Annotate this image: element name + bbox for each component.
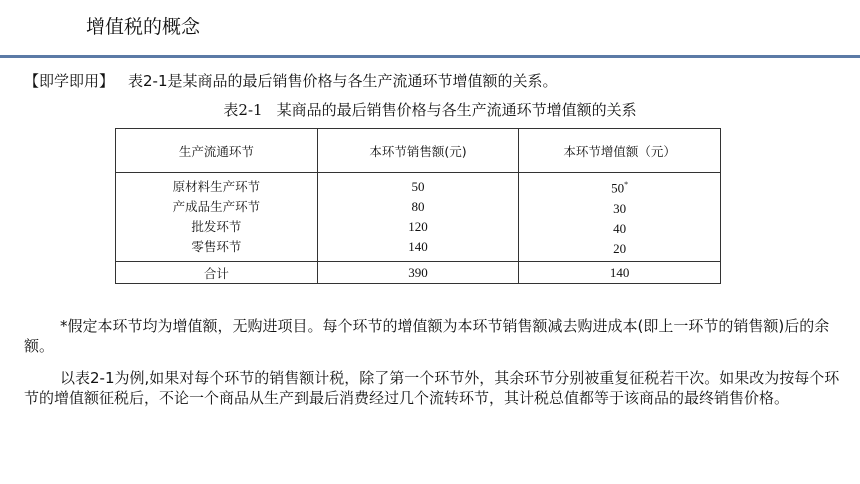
footnote-mark: * <box>624 180 629 190</box>
table-number: 表2-1 <box>223 101 263 119</box>
header-added: 本环节增值额（元） <box>519 129 721 173</box>
total-added: 140 <box>519 262 721 284</box>
stage-cell: 产成品生产环节 <box>172 199 261 214</box>
sales-cell: 80 <box>411 199 425 214</box>
footnote-paragraph: *假定本环节均为增值额，无购进项目。每个环节的增值额为本环节销售额减去购进成本(即上一环节的销售额)后的余额。 <box>24 317 830 355</box>
added-cell: 20 <box>613 240 627 256</box>
sales-cell: 120 <box>408 219 428 234</box>
total-sales: 390 <box>317 262 519 284</box>
added-cell: 40 <box>613 220 627 236</box>
explanation-paragraph: 以表2-1为例,如果对每个环节的销售额计税，除了第一个环节外，其余环节分别被重复征税若干次。如果改为按每个环节的增值额征税后，不论一个商品从生产到最后消费经过几个流转环节，其计税总值都等于该商品的最终销售价格。 <box>24 369 840 407</box>
sales-cell: 50 <box>411 179 425 194</box>
stage-cell: 零售环节 <box>191 239 242 254</box>
total-label: 合计 <box>116 262 318 284</box>
page-title: 增值税的概念 <box>86 16 201 38</box>
header-sales: 本环节销售额(元) <box>317 129 519 173</box>
added-column <box>519 173 721 262</box>
table-header-row <box>116 129 721 173</box>
added-cell: 50 <box>611 180 625 196</box>
table-total-row <box>116 262 721 284</box>
header-stage: 生产流通环节 <box>116 129 318 173</box>
intro-text: 表2-1是某商品的最后销售价格与各生产流通环节增值额的关系。 <box>128 72 558 90</box>
title-divider <box>0 55 860 58</box>
sales-cell: 140 <box>408 239 428 254</box>
stage-column <box>116 173 318 262</box>
table-caption <box>0 99 860 121</box>
intro-line <box>24 70 558 92</box>
added-cell: 30 <box>613 200 627 216</box>
intro-tag: 【即学即用】 <box>24 72 115 90</box>
sales-column <box>317 173 519 262</box>
stage-cell: 批发环节 <box>191 219 242 234</box>
value-added-table <box>115 128 721 284</box>
table-body-row <box>116 173 721 262</box>
table-title: 某商品的最后销售价格与各生产流通环节增值额的关系 <box>276 101 637 119</box>
added-cell-with-mark <box>519 175 720 198</box>
stage-cell: 原材料生产环节 <box>172 179 261 194</box>
